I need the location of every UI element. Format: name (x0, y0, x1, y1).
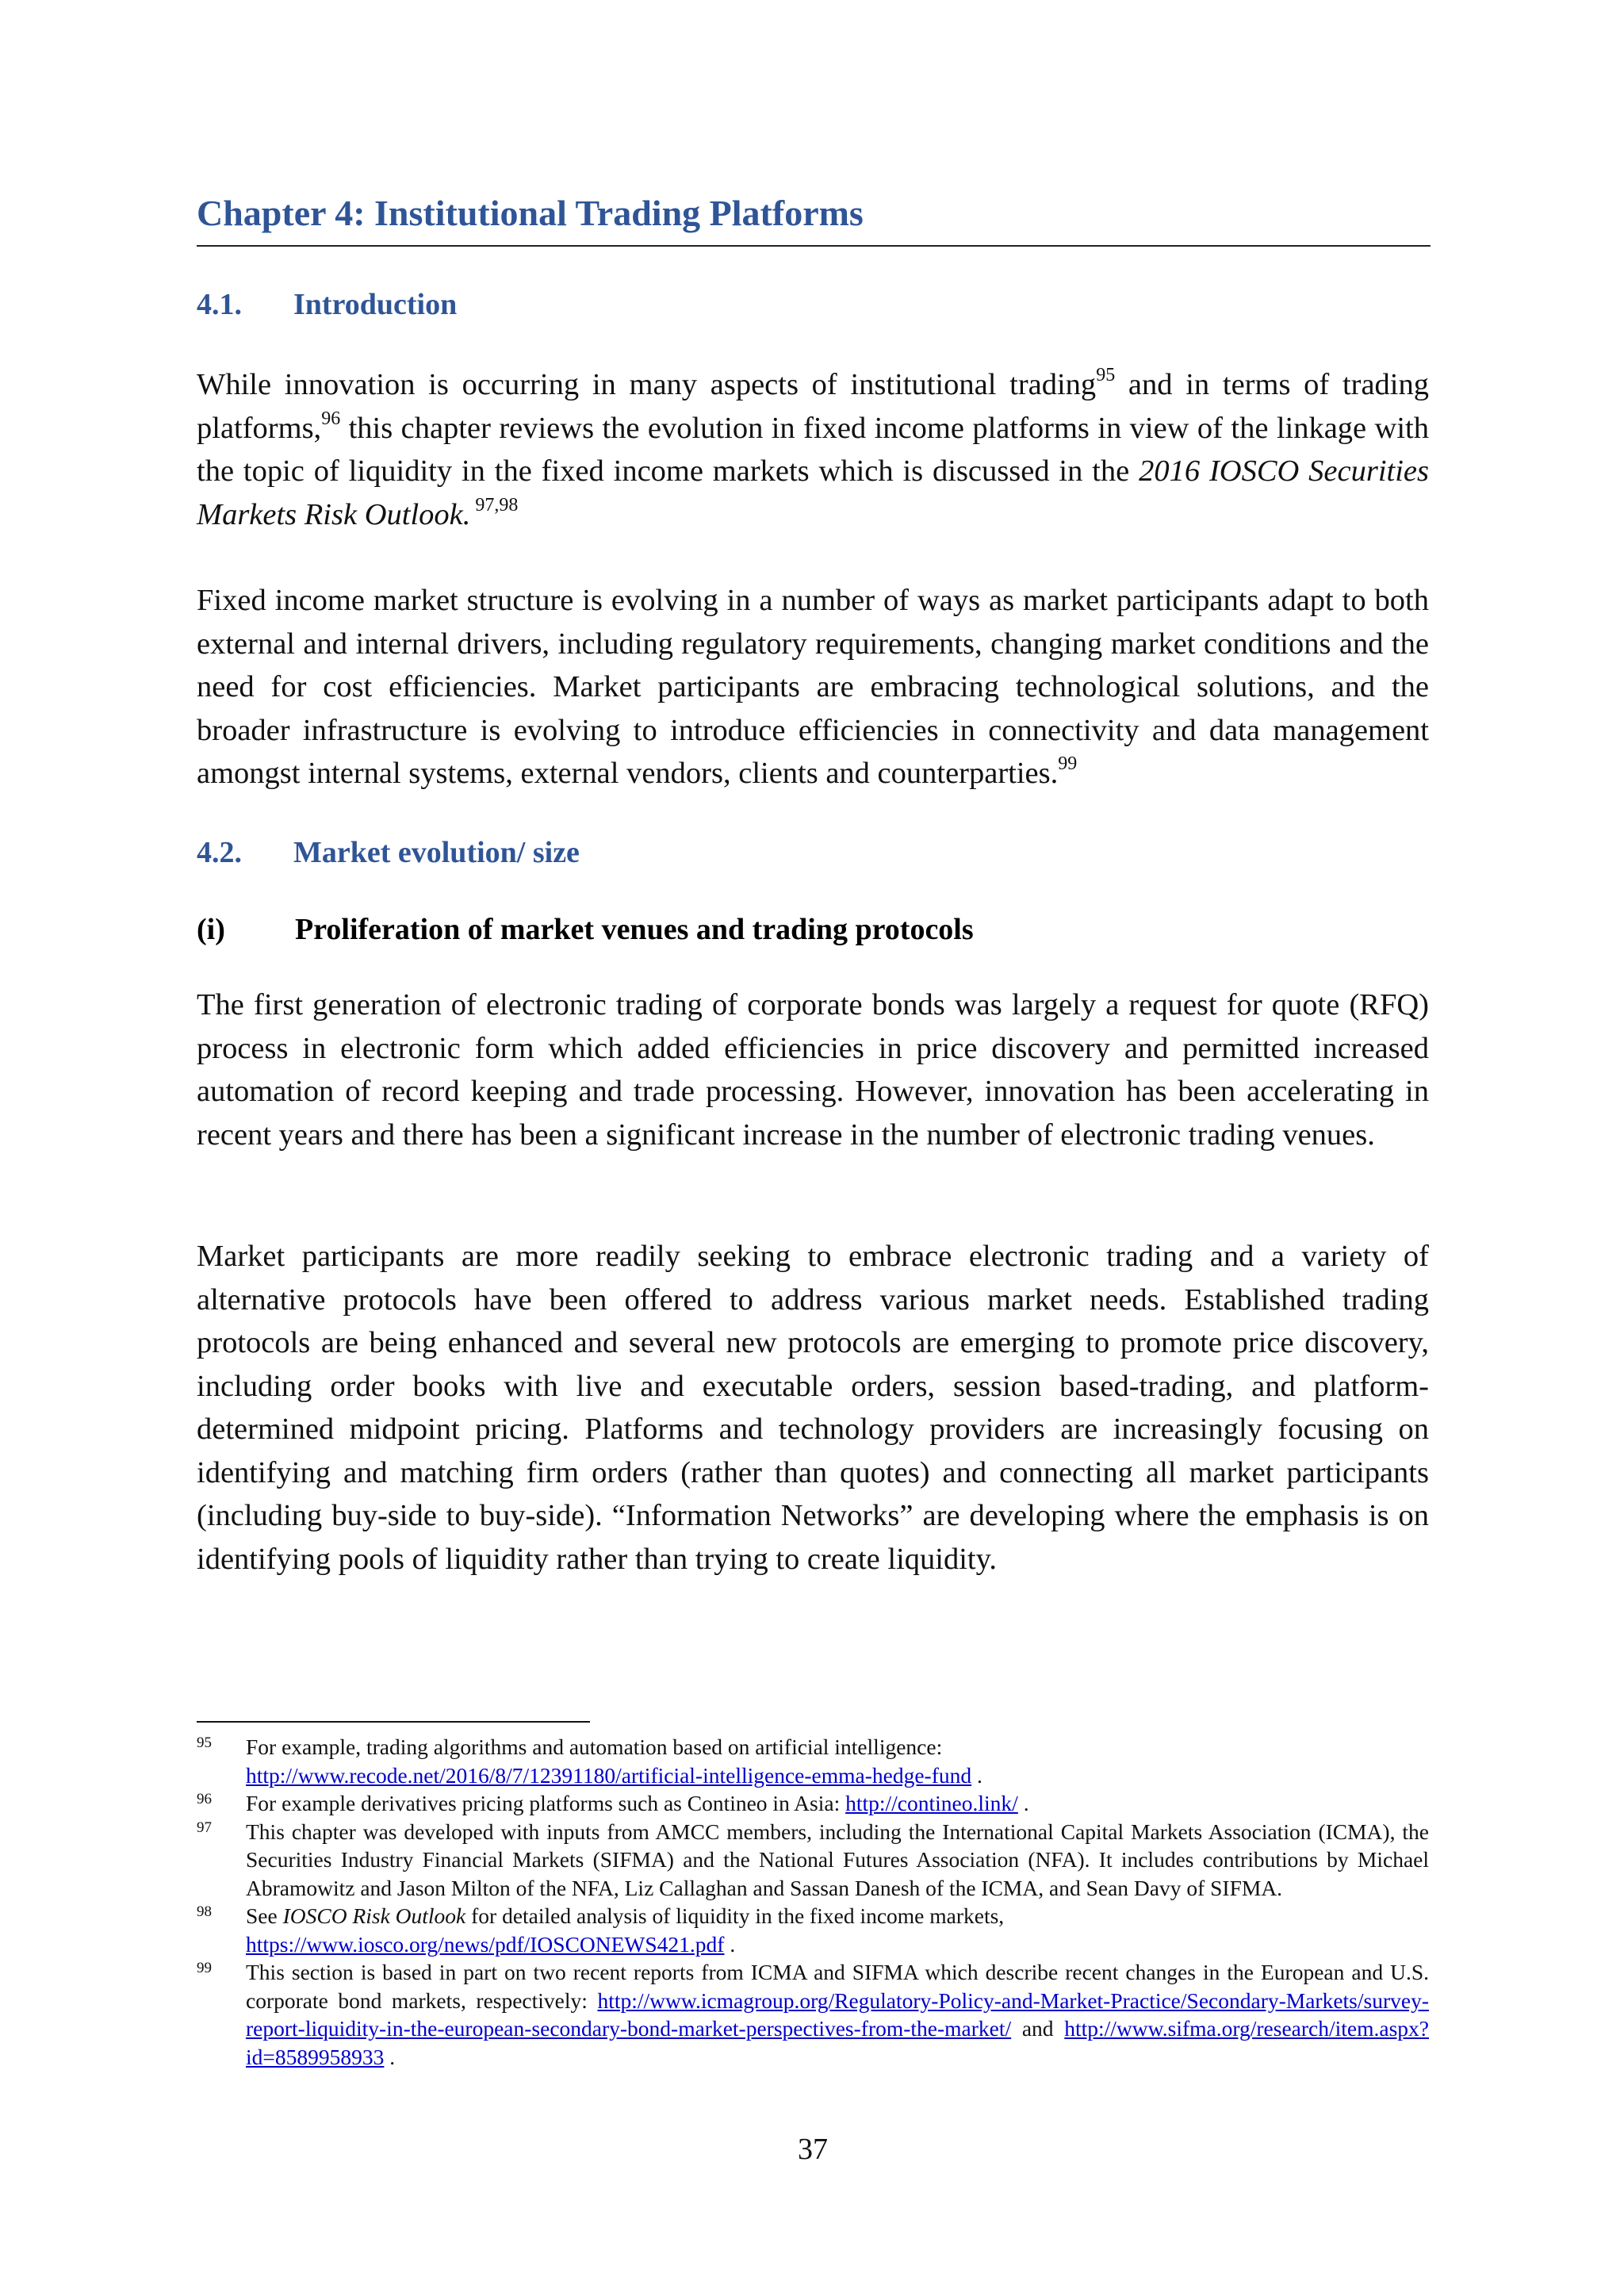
section-heading-4-1 (197, 287, 457, 322)
text: . (724, 1931, 736, 1957)
footnote-link-icma[interactable]: http://www.icmagroup.org/Regulatory-Policy-and-Market-Practice/Secondary-Markets/survey-report-liquidity-in-the-european-secondary-bond-market-perspectives-from-the-market/ (246, 1987, 1429, 2041)
text: While innovation is occurring in many aspects of institutional trading (197, 368, 1097, 401)
text: . (971, 1762, 982, 1788)
footnote-link[interactable]: http://contineo.link/ (845, 1791, 1018, 1815)
footnote-96 (197, 1789, 1429, 1818)
footnote-number: 99 (197, 1960, 212, 1976)
footnote-text (246, 1958, 1429, 2071)
text: For example, trading algorithms and automation based on artificial intelligence: (246, 1734, 943, 1759)
subsection-title: Proliferation of market venues and trading protocols (295, 913, 974, 946)
section-title: Introduction (293, 288, 458, 321)
footnote-ref-97-98[interactable]: 97,98 (470, 494, 519, 516)
footnote-ref-95[interactable]: 95 (1096, 365, 1116, 385)
footnote-text: This chapter was developed with inputs from AMCC members, including the International Capital Markets Association (ICMA), the Securities Industry Financial Markets (SIFMA) and the National Futures Association (NFA). It includes contributions by Michael Abramowitz and Jason Milton of the NFA, Liz Callaghan and Sassan Danesh of the ICMA, and Sean Davy of SIFMA. (246, 1819, 1429, 1900)
page-number: 37 (798, 2133, 828, 2166)
text: and (1011, 2016, 1065, 2041)
text: for detailed analysis of liquidity in the fixed income markets, (465, 1903, 1005, 1928)
footnote-number: 98 (197, 1903, 212, 1920)
footnote-link-sifma[interactable]: http://www.sifma.org/research/item.aspx?id=8589958933 (246, 2016, 1429, 2069)
text: Fixed income market structure is evolving in a number of ways as market participants adapt to both external and internal drivers, including regulatory requirements, changing market conditions and the need for cost efficiencies. Market participants are embracing technological solutions, and the broader infrastructure is evolving to introduce efficiencies in connectivity and data management amongst internal systems, external vendors, clients and counterparties. (197, 584, 1429, 790)
subsection-heading-i (197, 912, 974, 947)
text: . (384, 2044, 396, 2069)
text: this chapter reviews the evolution in fixed income platforms in view of the linkage with the topic of liquidity in the fixed income markets which is discussed in the (197, 411, 1429, 488)
footnote-95 (197, 1733, 1429, 1789)
text: and in terms of trading platforms, (197, 368, 1429, 445)
publication-title: IOSCO Risk Outlook (282, 1903, 466, 1928)
section-number: 4.2. (197, 836, 242, 869)
footnote-number: 96 (197, 1791, 212, 1807)
chapter-title-rule (197, 245, 1431, 247)
text: See (246, 1903, 283, 1928)
text: This section is based in part on two recent reports from ICMA and SIFMA which describe recent changes in the European and U.S. corporate bond markets, respectively: (246, 1960, 1429, 2013)
footnote-ref-96[interactable]: 96 (321, 408, 341, 429)
footnote-link[interactable]: http://www.recode.net/2016/8/7/12391180/artificial-intelligence-emma-hedge-fund (246, 1762, 972, 1788)
section-heading-4-2 (197, 835, 580, 870)
publication-title: 2016 IOSCO Securities Markets Risk Outlook. (197, 454, 1429, 531)
intro-paragraph-2 (197, 579, 1429, 795)
intro-paragraph-1 (197, 363, 1429, 536)
footnote-text (246, 1902, 1429, 1958)
chapter-title: Chapter 4: Institutional Trading Platforms (197, 193, 864, 233)
footnote-number: 97 (197, 1819, 212, 1836)
footnote-separator (197, 1721, 590, 1723)
footnote-text (246, 1733, 1429, 1789)
footnote-ref-99[interactable]: 99 (1058, 753, 1078, 774)
section-number: 4.1. (197, 288, 242, 321)
section-title: Market evolution/ size (293, 836, 580, 869)
footnote-97 (197, 1818, 1429, 1903)
text: . (1017, 1791, 1029, 1815)
body-paragraph-2: Market participants are more readily seeking to embrace electronic trading and a variety of alternative protocols have been offered to address various market needs. Established trading protocols are being enhanced and several new protocols are emerging to promote price discovery, including order books with live and executable orders, session based-trading, and platform-determined midpoint pricing. Platforms and technology providers are increasingly focusing on identifying and matching firm orders (rather than quotes) and connecting all market participants (including buy-side to buy-side). “Information Networks” are developing where the emphasis is on identifying pools of liquidity rather than trying to create liquidity. (197, 1240, 1429, 1576)
footnote-number: 95 (197, 1734, 212, 1751)
footnote-link[interactable]: https://www.iosco.org/news/pdf/IOSCONEWS421.pdf (246, 1931, 725, 1957)
footnote-text (246, 1789, 1429, 1818)
footnote-98 (197, 1902, 1429, 1958)
subsection-number: (i) (197, 913, 225, 946)
footnote-99 (197, 1958, 1429, 2071)
body-paragraph-1: The first generation of electronic trading of corporate bonds was largely a request for quote (RFQ) process in electronic form which added efficiencies in price discovery and permitted increased automation of record keeping and trade processing. However, innovation has been accelerating in recent years and there has been a significant increase in the number of electronic trading venues. (197, 988, 1429, 1152)
footnotes (197, 1733, 1429, 2071)
text: For example derivatives pricing platforms such as Contineo in Asia: (246, 1791, 846, 1815)
